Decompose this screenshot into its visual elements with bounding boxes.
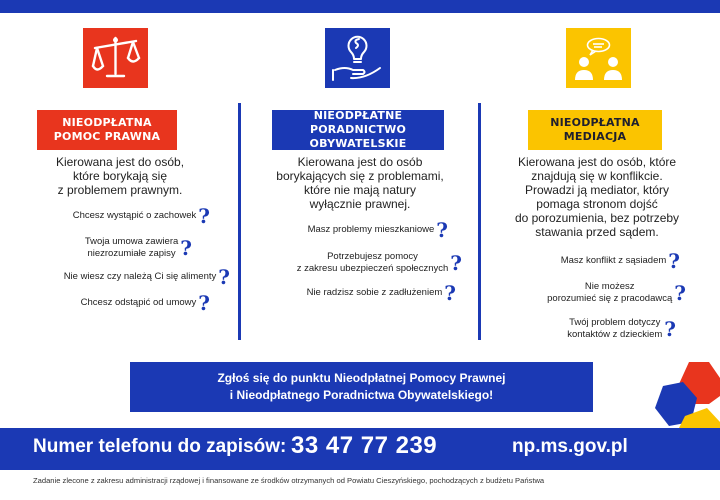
question-item xyxy=(500,250,680,272)
phone-number[interactable]: 33 47 77 239 xyxy=(291,432,438,459)
legal-aid-description: Kierowana jest do osób, które borykają się z problemem prawnym. xyxy=(55,155,185,197)
civic-advice-description: Kierowana jest do osób borykających się z problemami, które nie mają natury wyłącznie prawnej. xyxy=(276,155,444,211)
question-text: Nie wiesz czy należą Ci się alimenty xyxy=(63,271,217,282)
question-text: Chcesz wystąpić o zachowek xyxy=(72,210,197,221)
question-mark-icon: ? xyxy=(436,218,448,242)
question-mark-icon: ? xyxy=(198,204,210,228)
question-mark-icon: ? xyxy=(444,281,456,305)
question-text: Nie możesz porozumieć się z pracodawcą xyxy=(547,281,673,304)
question-text: Masz konflikt z sąsiadem xyxy=(560,255,667,266)
question-item xyxy=(30,234,192,262)
question-item xyxy=(20,266,230,288)
question-text: Masz problemy mieszkaniowe xyxy=(307,224,435,235)
website-link[interactable]: np.ms.gov.pl xyxy=(512,436,628,457)
question-text: Potrzebujesz pomocy z zakresu ubezpieczeń społecznych xyxy=(296,251,449,274)
question-mark-icon: ? xyxy=(664,317,676,341)
question-mark-icon: ? xyxy=(674,281,686,305)
question-mark-icon: ? xyxy=(450,251,462,275)
mediation-title: NIEODPŁATNA MEDIACJA xyxy=(528,110,662,150)
question-item xyxy=(30,292,210,314)
column-divider xyxy=(238,103,241,340)
mediation-description: Kierowana jest do osób, które znajdują się w konflikcie. Prowadzi ją mediator, który pomaga stronom dojść do porozumienia, bez potrzeby stawania przed sądem. xyxy=(514,155,680,239)
question-item xyxy=(262,248,462,278)
question-mark-icon: ? xyxy=(218,265,230,289)
question-text: Twoja umowa zawiera niezrozumiałe zapisy xyxy=(84,236,179,259)
call-to-action-banner: Zgłoś się do punktu Nieodpłatnej Pomocy Prawnej i Nieodpłatnego Poradnictwa Obywatelskiego! xyxy=(130,362,593,412)
question-text: Nie radzisz sobie z zadłużeniem xyxy=(306,287,443,298)
question-item xyxy=(262,219,448,241)
question-item xyxy=(262,282,456,304)
top-bar xyxy=(0,0,720,13)
column-divider xyxy=(478,103,481,340)
question-text: Chcesz odstąpić od umowy xyxy=(80,297,197,308)
question-mark-icon: ? xyxy=(180,236,192,260)
legal-aid-title: NIEODPŁATNA POMOC PRAWNA xyxy=(37,110,177,150)
phone-label: Numer telefonu do zapisów: xyxy=(33,436,287,457)
question-mark-icon: ? xyxy=(668,249,680,273)
question-item xyxy=(30,205,210,227)
people-conversation-icon xyxy=(566,28,631,88)
question-mark-icon: ? xyxy=(198,291,210,315)
civic-advice-title: NIEODPŁATNE PORADNICTWO OBYWATELSKIE xyxy=(272,110,444,150)
lightbulb-hand-icon xyxy=(325,28,390,88)
question-item xyxy=(494,278,686,308)
funding-footnote: Zadanie zlecone z zakresu administracji rządowej i finansowane ze środków otrzymanych od Powiatu Cieszyńskiego, pochodzących z budżetu Państwa xyxy=(33,476,545,485)
question-text: Twój problem dotyczy kontaktów z dzieckiem xyxy=(567,317,663,340)
question-item xyxy=(500,314,676,344)
scales-icon xyxy=(83,28,148,88)
